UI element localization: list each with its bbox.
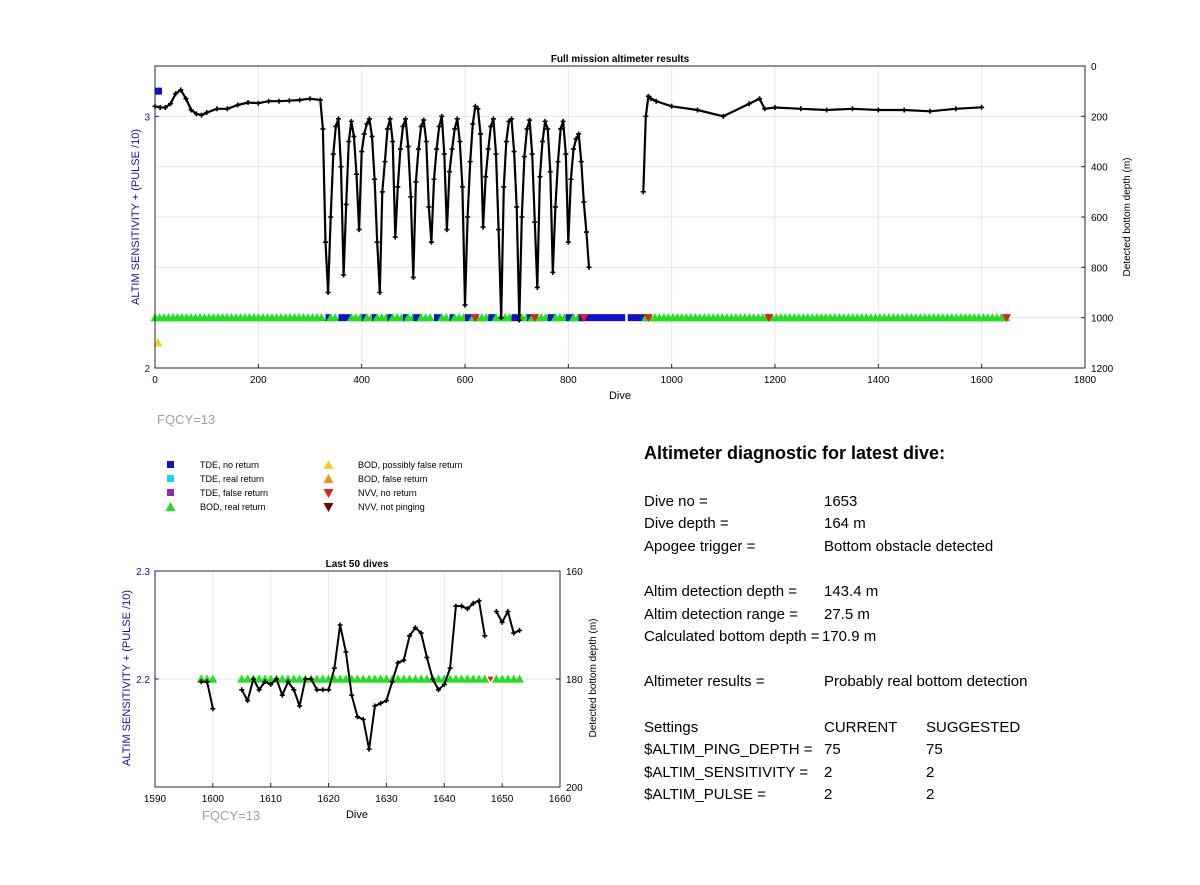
depth-point (411, 275, 416, 280)
depth-point (561, 119, 566, 124)
depth-point (246, 100, 251, 105)
legend-label: TDE, no return (200, 460, 260, 470)
depth-point (331, 152, 336, 157)
legend-square-marker (167, 489, 174, 496)
depth-point (326, 687, 331, 692)
apogee-label: Apogee trigger = (644, 538, 756, 555)
depth-point (455, 116, 460, 121)
depth-point (488, 124, 493, 129)
current-header: CURRENT (824, 719, 898, 736)
legend-marker (164, 486, 180, 500)
depth-point (256, 101, 261, 106)
depth-point (266, 99, 271, 104)
depth-point (482, 633, 487, 638)
y-left-tick-label: 2.3 (136, 567, 150, 578)
top-chart-ylabel-right: Detected bottom depth (m) (1122, 157, 1133, 277)
pulse-row (644, 785, 1184, 805)
y-left-tick-label: 3 (144, 112, 150, 124)
legend-marker (322, 486, 338, 500)
x-tick-label: 1610 (259, 794, 282, 805)
x-tick-label: 0 (152, 375, 158, 386)
y-right-tick-label: 1000 (1091, 313, 1114, 325)
det-depth-value: 143.4 m (824, 583, 879, 600)
depth-point (496, 227, 501, 232)
depth-point (928, 109, 933, 114)
legend-marker (164, 500, 180, 514)
legend-marker (164, 472, 180, 486)
bottom-chart-ylabel-left: ALTIM SENSITIVITY + (PULSE /10) (121, 590, 133, 766)
x-tick-label: 1630 (375, 794, 398, 805)
dive-depth-label: Dive depth = (644, 515, 729, 532)
bottom-chart (0, 545, 600, 885)
depth-point (432, 177, 437, 182)
depth-point (388, 116, 393, 121)
depth-point (641, 189, 646, 194)
tde-no-return-marker (155, 88, 162, 95)
depth-point (545, 126, 550, 131)
results-value: Probably real bottom detection (824, 673, 1028, 690)
depth-trace-line (201, 601, 519, 750)
depth-point (514, 204, 519, 209)
depth-point (328, 215, 333, 220)
depth-point (332, 666, 337, 671)
depth-point (367, 747, 372, 752)
dive-no-label: Dive no = (644, 493, 708, 510)
y-right-tick-label: 200 (1091, 112, 1108, 124)
depth-point (953, 106, 958, 111)
depth-point (398, 147, 403, 152)
depth-point (339, 164, 344, 169)
bottom-chart-depth-trace (199, 598, 522, 752)
top-chart-xlabel: Dive (608, 390, 632, 402)
depth-point (439, 114, 444, 119)
depth-point (359, 149, 364, 154)
depth-point (408, 194, 413, 199)
depth-point (403, 116, 408, 121)
depth-point (370, 134, 375, 139)
depth-point (465, 215, 470, 220)
legend-label: TDE, false return (200, 488, 269, 498)
depth-point (346, 139, 351, 144)
depth-point (393, 235, 398, 240)
depth-point (530, 152, 535, 157)
depth-point (850, 106, 855, 111)
y-right-tick-label: 600 (1091, 213, 1108, 224)
dive-no-row (644, 492, 1184, 512)
x-tick-label: 1000 (660, 375, 683, 386)
top-chart-fqcy: FQCY=13 (157, 412, 216, 427)
pulse-suggested: 2 (926, 786, 935, 803)
depth-point (463, 303, 468, 308)
depth-point (695, 108, 700, 113)
depth-point (643, 114, 648, 119)
depth-point (382, 159, 387, 164)
legend-marker (322, 458, 338, 472)
depth-point (390, 139, 395, 144)
bottom-chart-ylabel-right: Detected bottom depth (m) (588, 618, 599, 738)
depth-point (902, 108, 907, 113)
y-left-tick-label: 2.2 (136, 675, 150, 686)
legend-square-marker (167, 475, 174, 482)
ping-depth-current: 75 (824, 741, 841, 758)
sensitivity-suggested: 2 (926, 764, 935, 781)
depth-point (568, 177, 573, 182)
pulse-current: 2 (824, 786, 833, 803)
depth-point (512, 149, 517, 154)
depth-point (453, 604, 458, 609)
depth-point (450, 147, 455, 152)
depth-point (478, 131, 483, 136)
depth-point (372, 177, 377, 182)
bottom-chart-fqcy: FQCY=13 (202, 808, 261, 823)
legend-marker (322, 500, 338, 514)
y-right-tick-label: 400 (1091, 162, 1108, 174)
legend-marker (322, 472, 338, 486)
legend-triangle-up-marker (166, 502, 176, 511)
depth-point (442, 152, 447, 157)
dive-no-value: 1653 (824, 493, 858, 510)
legend-triangle-up-marker (324, 474, 334, 483)
sensitivity-current: 2 (824, 764, 833, 781)
legend-triangle-down-marker (324, 489, 334, 498)
det-range-value: 27.5 m (824, 606, 870, 623)
depth-point (341, 272, 346, 277)
depth-point (563, 152, 568, 157)
top-chart-ticks (144, 62, 1113, 386)
depth-point (537, 174, 542, 179)
legend-label: BOD, possibly false return (358, 460, 463, 470)
depth-point (447, 169, 452, 174)
depth-point (308, 96, 313, 101)
x-tick-label: 1590 (143, 794, 167, 805)
depth-point (349, 693, 354, 698)
det-range-row (644, 605, 1184, 625)
depth-point (581, 199, 586, 204)
x-tick-label: 1600 (970, 375, 993, 386)
x-tick-label: 1620 (317, 794, 340, 805)
depth-point (460, 184, 465, 189)
depth-point (483, 174, 488, 179)
results-row (644, 672, 1184, 692)
depth-point (556, 159, 561, 164)
suggested-header: SUGGESTED (926, 719, 1021, 736)
x-tick-label: 1400 (867, 375, 890, 386)
depth-point (416, 147, 421, 152)
top-chart-grid (155, 66, 1085, 368)
bottom-chart-xlabel: Dive (345, 809, 369, 821)
depth-point (406, 144, 411, 149)
depth-point (326, 290, 331, 295)
depth-point (158, 105, 163, 110)
sensitivity-row (644, 763, 1184, 783)
depth-point (468, 159, 473, 164)
depth-point (444, 227, 449, 232)
legend-triangle-down-marker (324, 503, 334, 512)
depth-point (320, 126, 325, 131)
y-right-tick-label: 180 (566, 675, 583, 686)
depth-point (571, 147, 576, 152)
depth-point (669, 104, 674, 109)
depth-point (349, 119, 354, 124)
y-left-tick-label: 2 (144, 364, 150, 375)
det-depth-row (644, 582, 1184, 602)
depth-point (527, 118, 532, 123)
depth-point (535, 285, 540, 290)
depth-point (413, 179, 418, 184)
calc-depth-row (644, 627, 1184, 647)
x-tick-label: 1640 (433, 794, 456, 805)
depth-point (375, 240, 380, 245)
ping-depth-suggested: 75 (926, 741, 943, 758)
det-range-label: Altim detection range = (644, 606, 798, 623)
depth-point (494, 152, 499, 157)
depth-point (457, 139, 462, 144)
depth-point (323, 240, 328, 245)
legend (150, 455, 510, 515)
x-tick-label: 1650 (491, 794, 514, 805)
depth-point (362, 131, 367, 136)
depth-point (426, 204, 431, 209)
depth-point (550, 270, 555, 275)
y-right-tick-label: 0 (1091, 62, 1097, 73)
depth-point (424, 139, 429, 144)
depth-point (522, 154, 527, 159)
depth-point (553, 204, 558, 209)
depth-point (357, 227, 362, 232)
ping-depth-row (644, 740, 1184, 760)
depth-point (470, 121, 475, 126)
depth-point (344, 202, 349, 207)
apogee-value: Bottom obstacle detected (824, 538, 994, 555)
depth-point (566, 240, 571, 245)
depth-point (320, 687, 325, 692)
depth-point (333, 124, 338, 129)
legend-label: TDE, real return (200, 474, 265, 484)
y-right-tick-label: 200 (566, 783, 583, 794)
depth-point (584, 230, 589, 235)
depth-point (343, 650, 348, 655)
depth-point (504, 139, 509, 144)
legend-label: NVV, no return (358, 488, 417, 498)
y-right-tick-label: 1200 (1091, 364, 1114, 375)
bottom-chart-title: Last 50 dives (325, 559, 389, 570)
depth-point (297, 97, 302, 102)
y-right-tick-label: 160 (566, 567, 583, 578)
calc-depth-value: 170.9 m (822, 628, 877, 645)
diagnostic-title: Altimeter diagnostic for latest dive: (644, 443, 946, 463)
depth-point (501, 184, 506, 189)
depth-point (297, 704, 302, 709)
bottom-chart-ticks (136, 567, 583, 805)
depth-point (519, 215, 524, 220)
x-tick-label: 1600 (201, 794, 224, 805)
dive-depth-value: 164 m (824, 515, 866, 532)
top-chart (0, 0, 1200, 440)
top-chart-ylabel-left: ALTIM SENSITIVITY + (PULSE /10) (130, 129, 142, 305)
legend-marker (164, 458, 180, 472)
sensitivity-label: $ALTIM_SENSITIVITY = (644, 764, 809, 781)
depth-point (979, 105, 984, 110)
depth-point (876, 108, 881, 113)
y-right-tick-label: 800 (1091, 263, 1108, 275)
results-label: Altimeter results = (644, 673, 765, 690)
legend-label: BOD, real return (200, 502, 266, 512)
depth-point (287, 98, 292, 103)
ping-depth-label: $ALTIM_PING_DEPTH = (644, 741, 813, 758)
depth-point (424, 655, 429, 660)
depth-point (210, 706, 215, 711)
depth-point (385, 126, 390, 131)
legend-label: BOD, false return (358, 474, 428, 484)
x-tick-label: 1800 (1073, 375, 1097, 386)
depth-point (798, 106, 803, 111)
x-tick-label: 1660 (548, 794, 572, 805)
depth-point (338, 623, 343, 628)
calc-depth-label: Calculated bottom depth = (644, 628, 820, 645)
depth-point (824, 108, 829, 113)
x-tick-label: 400 (353, 375, 371, 386)
depth-point (377, 290, 382, 295)
depth-point (380, 189, 385, 194)
x-tick-label: 800 (559, 375, 577, 386)
depth-point (354, 172, 359, 177)
legend-square-marker (167, 461, 174, 468)
legend-label: NVV, not pinging (358, 502, 425, 512)
x-tick-label: 200 (249, 375, 267, 386)
depth-point (532, 220, 537, 225)
apogee-row (644, 537, 1184, 557)
depth-point (525, 126, 530, 131)
x-tick-label: 600 (456, 375, 474, 386)
dive-depth-row (644, 514, 1184, 534)
x-tick-label: 1200 (763, 375, 787, 386)
depth-point (579, 159, 584, 164)
pulse-label: $ALTIM_PULSE = (644, 786, 766, 803)
depth-point (429, 240, 434, 245)
depth-point (481, 225, 486, 230)
legend-triangle-up-marker (324, 460, 334, 469)
depth-point (486, 147, 491, 152)
settings-label: Settings (644, 719, 699, 736)
depth-point (448, 666, 453, 671)
depth-point (452, 126, 457, 131)
depth-point (773, 105, 778, 110)
depth-point (540, 139, 545, 144)
depth-point (437, 124, 442, 129)
depth-point (548, 169, 553, 174)
depth-point (395, 184, 400, 189)
depth-point (434, 147, 439, 152)
depth-point (318, 97, 323, 102)
det-depth-label: Altim detection depth = (644, 583, 798, 600)
settings-header-row (644, 718, 1184, 738)
top-chart-title: Full mission altimeter results (550, 54, 690, 65)
depth-point (351, 134, 356, 139)
depth-point (587, 265, 592, 270)
depth-point (277, 99, 282, 104)
